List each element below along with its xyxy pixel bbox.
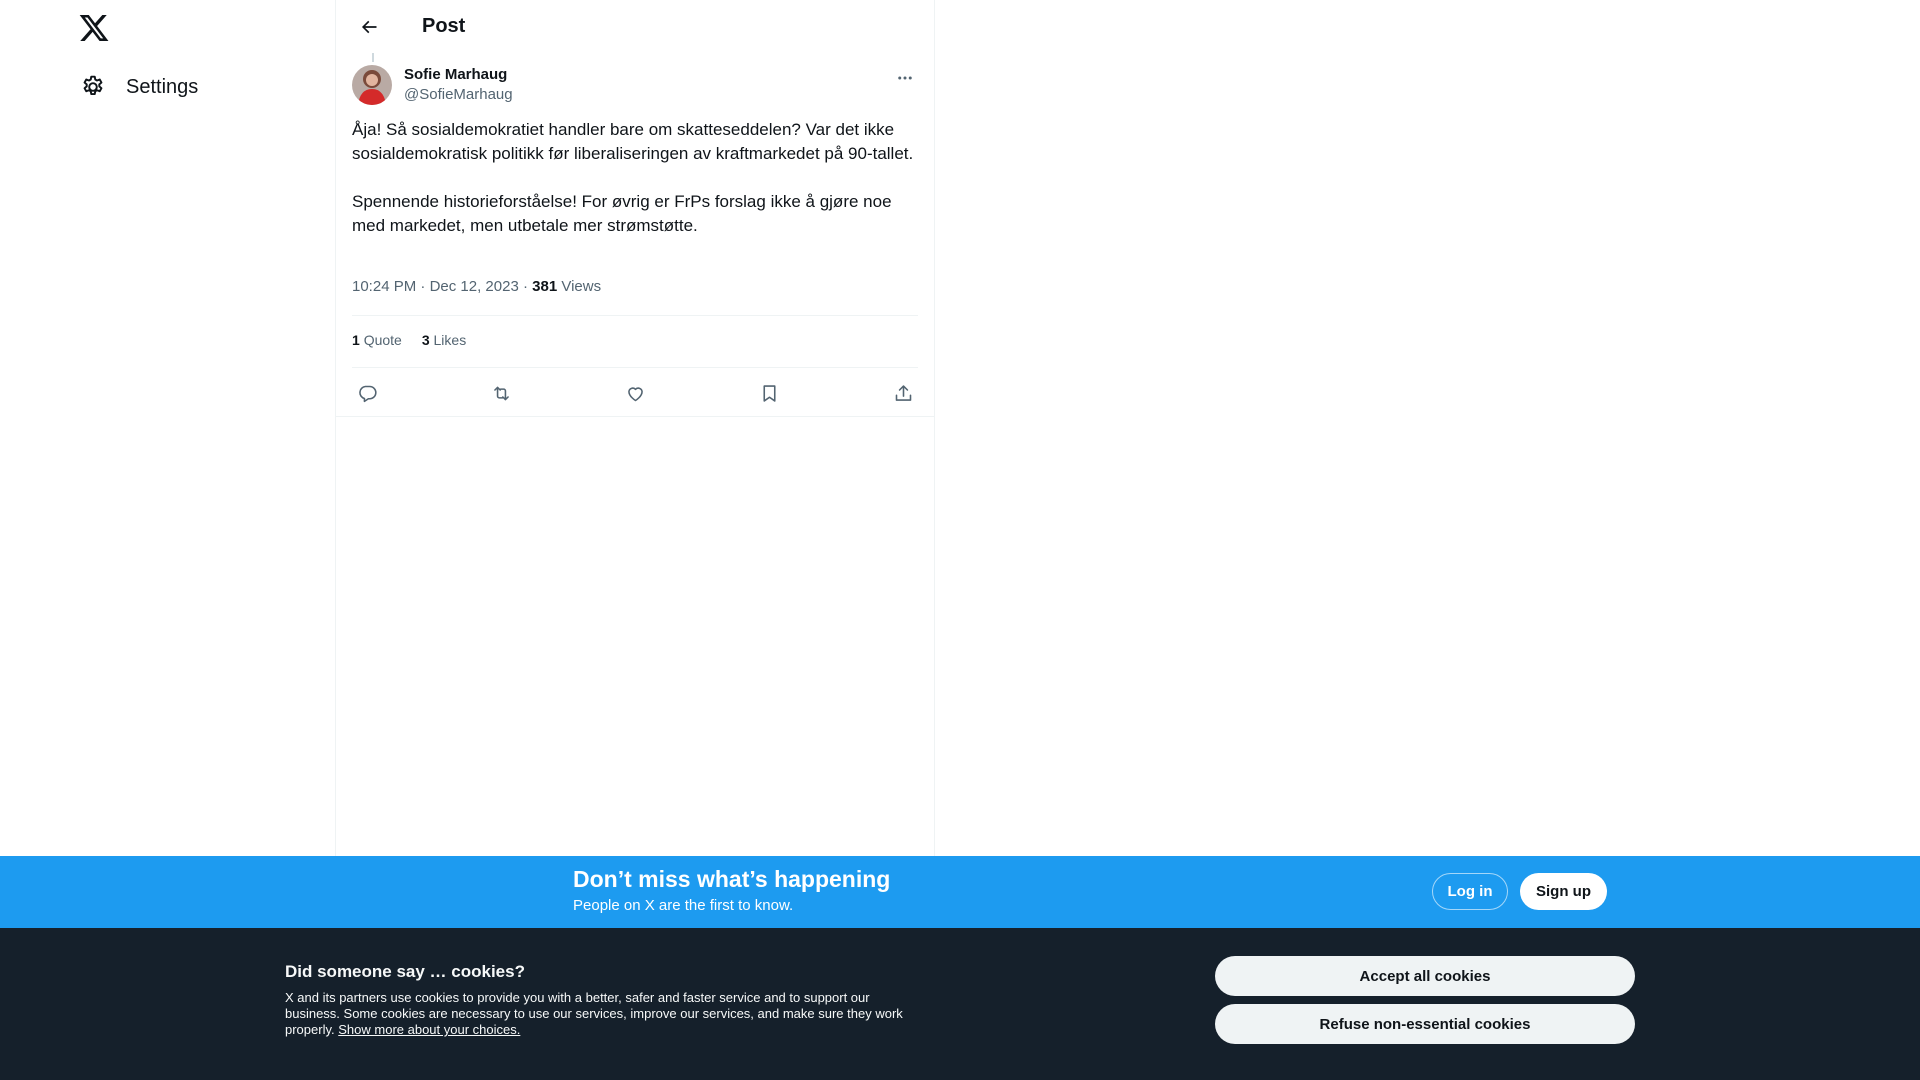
like-button[interactable] [620,378,650,408]
views-label: Views [561,278,602,295]
author-name[interactable]: Sofie Marhaug [404,66,508,83]
quotes-stat[interactable] [352,332,402,348]
post-meta: 10:24 PM · Dec 12, 2023 · 381 Views [352,278,602,295]
more-dots-icon [896,69,914,87]
cookie-text [285,990,910,1038]
quotes-count: 1 [352,332,360,348]
bookmark-button[interactable] [754,378,784,408]
avatar[interactable] [352,65,392,105]
likes-label: Likes [433,332,467,348]
post-author [352,65,918,107]
x-logo-icon[interactable] [78,12,110,44]
login-button[interactable]: Log in [1432,873,1508,910]
cookie-title: Did someone say … cookies? [285,962,525,981]
banner-title: Don’t miss what’s happening [573,866,891,892]
post-actions [352,378,918,408]
quotes-label: Quote [363,332,402,348]
arrow-left-icon [359,17,379,37]
bookmark-icon [759,383,780,404]
more-options-button[interactable] [892,65,918,91]
signup-banner [0,856,1920,928]
views-count: 381 [532,278,558,295]
repost-button[interactable] [486,378,516,408]
thread-line [372,53,374,62]
signup-button[interactable]: Sign up [1520,873,1607,910]
settings-nav-item[interactable] [68,64,210,110]
post-header [336,0,934,53]
post-stats [352,332,466,348]
settings-label: Settings [126,75,199,98]
gear-icon [80,74,106,100]
post-paragraph: Åja! Så sosialdemokratiet handler bare om skatteseddelen? Var det ikke sosialdemokratisk politikk før liberaliseringen av kraftmarkedet på 90-tallet. [352,120,914,163]
accept-cookies-button[interactable]: Accept all cookies [1215,956,1635,996]
refuse-cookies-button[interactable]: Refuse non-essential cookies [1215,1004,1635,1044]
likes-count: 3 [421,332,430,348]
banner-subtitle: People on X are the first to know. [573,897,794,914]
post-paragraph: Spennende historieforståelse! For øvrig er FrPs forslag ikke å gjøre noe med markedet, men utbetale mer strømstøtte. [352,192,892,235]
page-title: Post [422,15,466,37]
divider [352,367,918,368]
cookie-description: X and its partners use cookies to provide you with a better, safer and faster service and to support our business. Some cookies are necessary to use our services, improve our services, and make sure they work properly. [285,990,903,1037]
share-button[interactable] [888,378,918,408]
post-text [352,118,920,262]
reply-button[interactable] [352,378,382,408]
divider [336,416,934,417]
back-button[interactable] [352,10,386,44]
post-date[interactable]: Dec 12, 2023 [429,278,519,295]
post-time[interactable]: 10:24 PM [352,278,417,295]
cookie-choices-link[interactable]: Show more about your choices. [338,1022,521,1037]
heart-icon [625,383,646,404]
likes-stat[interactable] [422,332,466,348]
cookie-banner [0,928,1920,1080]
divider [352,315,918,316]
share-icon [893,383,914,404]
reply-icon [357,383,378,404]
repost-icon [491,383,512,404]
author-handle[interactable]: @SofieMarhaug [404,86,513,103]
